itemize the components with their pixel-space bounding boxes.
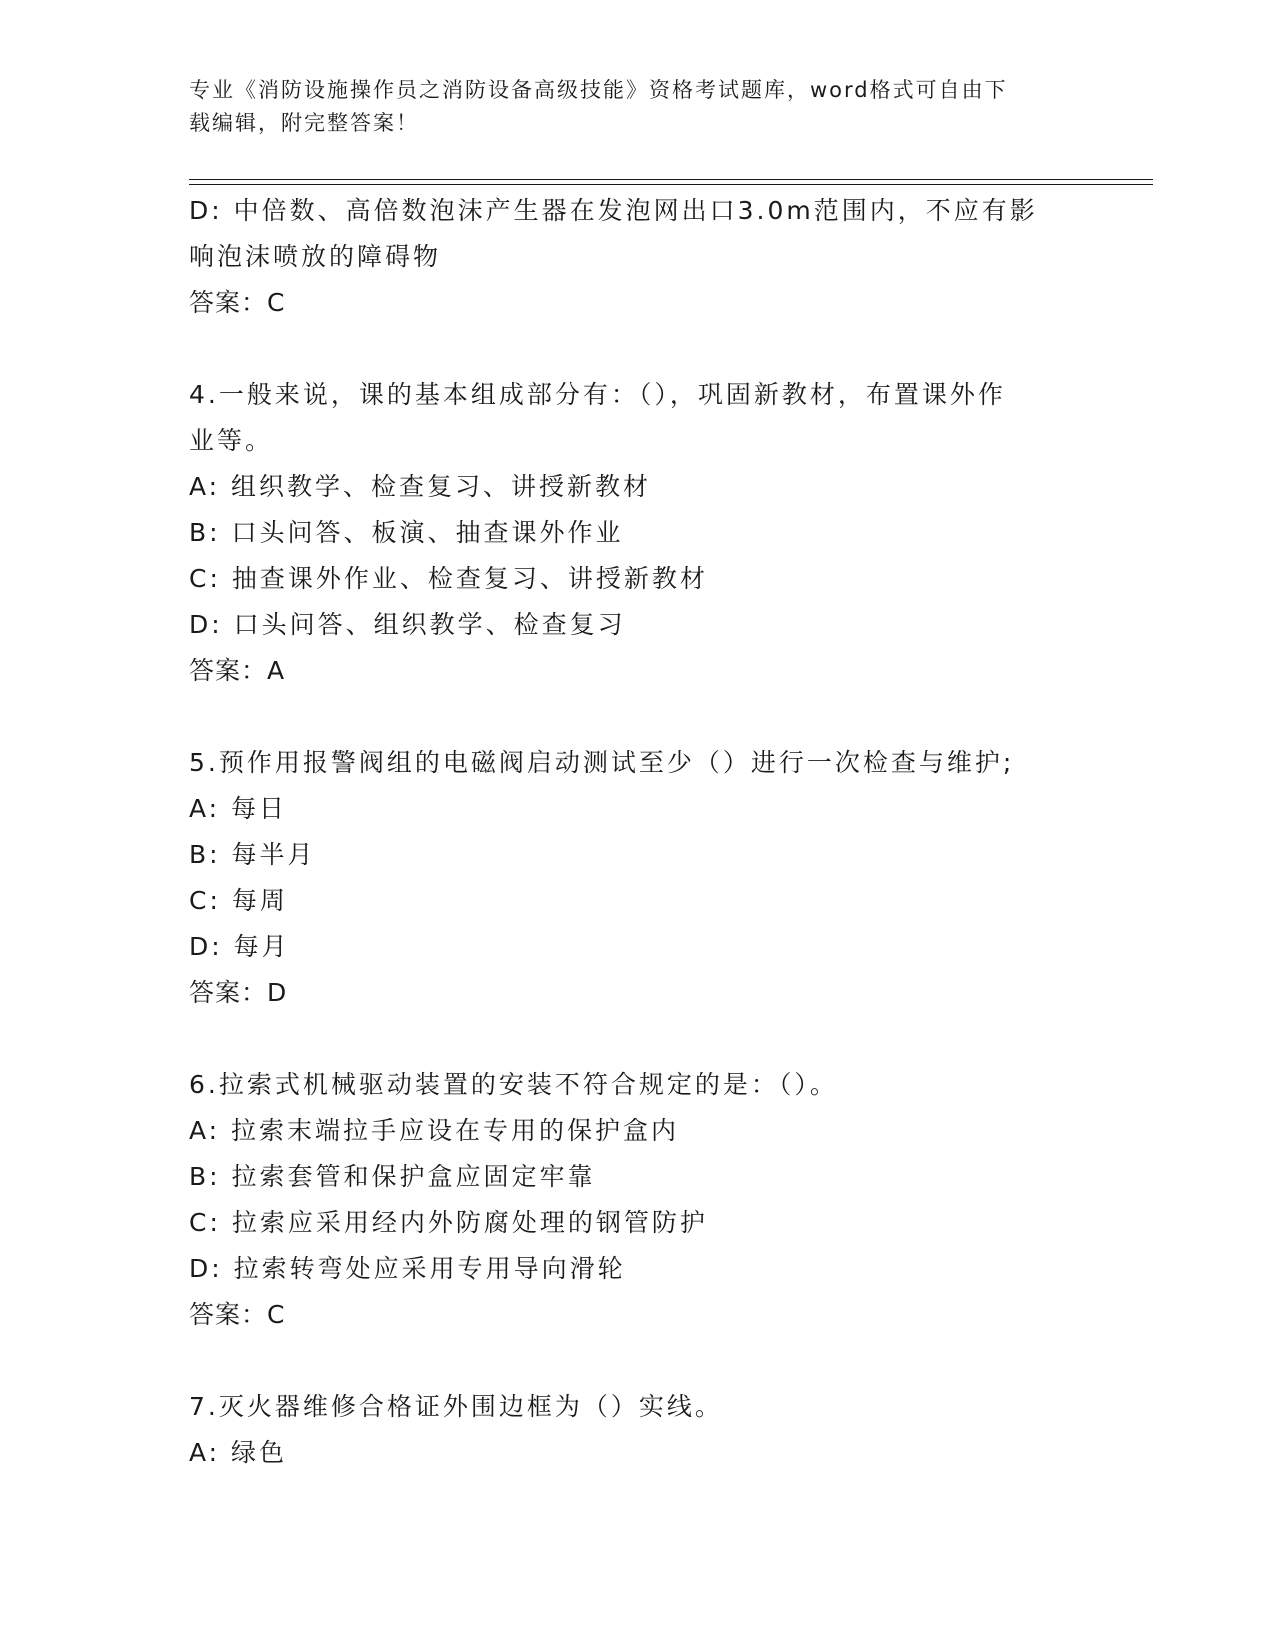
question-block	[189, 1384, 1089, 1476]
option-c: C: 每周	[189, 886, 288, 915]
option-d: D: 拉索转弯处应采用专用导向滑轮	[189, 1254, 626, 1283]
option-a: A: 每日	[189, 794, 288, 823]
page-header	[189, 74, 1089, 140]
answer-text: 答案：C	[189, 288, 286, 317]
question-block	[189, 188, 1089, 326]
answer-text: 答案：C	[189, 1300, 286, 1329]
spacer	[189, 694, 1089, 740]
option-a: A: 组织教学、检查复习、讲授新教材	[189, 472, 652, 501]
question-stem: 7.灭火器维修合格证外围边框为（）实线。	[189, 1392, 723, 1421]
option-a: A: 绿色	[189, 1438, 288, 1467]
option-d: D: 口头问答、组织教学、检查复习	[189, 610, 626, 639]
question-stem: 5.预作用报警阀组的电磁阀启动测试至少（）进行一次检查与维护;	[189, 748, 1015, 777]
question-block	[189, 740, 1089, 1016]
answer-text: 答案：A	[189, 656, 286, 685]
option-d: D: 每月	[189, 932, 290, 961]
question-stem: 4.一般来说，课的基本组成部分有：（），巩固新教材，布置课外作	[189, 380, 1006, 409]
header-line-1: 专业《消防设施操作员之消防设备高级技能》资格考试题库，word格式可自由下	[189, 78, 1008, 102]
header-line-2: 载编辑，附完整答案！	[189, 111, 419, 135]
spacer	[189, 1016, 1089, 1062]
option-c: C: 拉索应采用经内外防腐处理的钢管防护	[189, 1208, 708, 1237]
question-stem: 业等。	[189, 426, 274, 455]
option-b: B: 口头问答、板演、抽查课外作业	[189, 518, 624, 547]
option-b: B: 拉索套管和保护盒应固定牢靠	[189, 1162, 596, 1191]
answer-text: 答案：D	[189, 978, 288, 1007]
spacer	[189, 326, 1089, 372]
spacer	[189, 1338, 1089, 1384]
header-divider-bottom	[189, 184, 1153, 185]
header-divider-top	[189, 179, 1153, 180]
question-block	[189, 1062, 1089, 1338]
option-text: 响泡沫喷放的障碍物	[189, 242, 442, 271]
option-b: B: 每半月	[189, 840, 316, 869]
question-stem: 6.拉索式机械驱动装置的安装不符合规定的是：（）。	[189, 1070, 838, 1099]
option-c: C: 抽查课外作业、检查复习、讲授新教材	[189, 564, 708, 593]
question-block	[189, 372, 1089, 694]
option-a: A: 拉索末端拉手应设在专用的保护盒内	[189, 1116, 680, 1145]
option-text: D: 中倍数、高倍数泡沫产生器在发泡网出口3.0m范围内，不应有影	[189, 196, 1038, 225]
question-list	[189, 188, 1089, 1476]
